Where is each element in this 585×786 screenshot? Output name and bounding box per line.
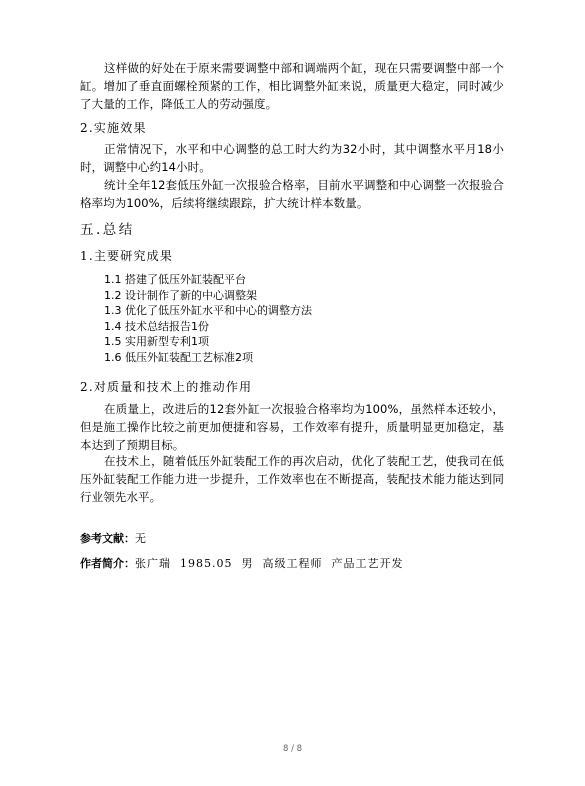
list-item: 1.2 设计制作了新的中心调整架: [104, 288, 257, 302]
results-list: [104, 272, 312, 366]
paragraph-working-hours: 正常情况下，水平和中心调整的总工时大约为32小时，其中调整水平月18小时，调整中心约14小时。: [80, 142, 504, 174]
paragraph-quality: 在质量上，改进后的12套外缸一次报验合格率均为100%，虽然样本还较小，但是施工操作比较之前更加便捷和容易，工作效率有提升，质量明显更加稳定，基本达到了预期目标。: [80, 402, 504, 452]
author-label: 作者简介：: [80, 557, 135, 570]
list-item: 1.6 低压外缸装配工艺标准2项: [104, 350, 253, 364]
references-label: 参考文献：: [80, 532, 135, 545]
paragraph-technology: 在技术上，随着低压外缸装配工作的再次启动，优化了装配工艺，使我司在低压外缸装配工作能力进一步提升，工作效率也在不断提高，装配技术能力能达到同行业领先水平。: [80, 454, 504, 504]
list-item: 1.1 搭建了低压外缸装配平台: [104, 273, 246, 286]
author-line: [80, 555, 403, 571]
list-item: 1.5 实用新型专利1项: [104, 335, 209, 349]
references-value: 无: [135, 532, 146, 545]
list-item: 1.4 技术总结报告1份: [104, 319, 209, 333]
heading-quality-technology-impact: 2.对质量和技术上的推动作用: [80, 380, 253, 394]
references-line: [80, 530, 146, 546]
heading-implementation-effect: 2.实施效果: [80, 121, 147, 135]
paragraph-benefits: 这样做的好处在于原来需要调整中部和调端两个缸，现在只需要调整中部一个缸。增加了垂直面螺栓预紧的工作，相比调整外缸来说，质量更大稳定，同时减少了大量的工作，降低工人的劳动强度。: [80, 61, 504, 111]
heading-main-results: 1.主要研究成果: [80, 249, 174, 263]
list-item: 1.3 优化了低压外缸水平和中心的调整方法: [104, 304, 312, 318]
heading-summary: 五.总结: [80, 222, 135, 238]
paragraph-statistics: 统计全年12套低压外缸一次报验合格率，目前水平调整和中心调整一次报验合格率均为100%，后续将继续跟踪，扩大统计样本数量。: [80, 178, 504, 210]
author-value: 张广瑞 1985.05 男 高级工程师 产品工艺开发: [135, 557, 404, 570]
page-number: 8 / 8: [282, 744, 303, 754]
